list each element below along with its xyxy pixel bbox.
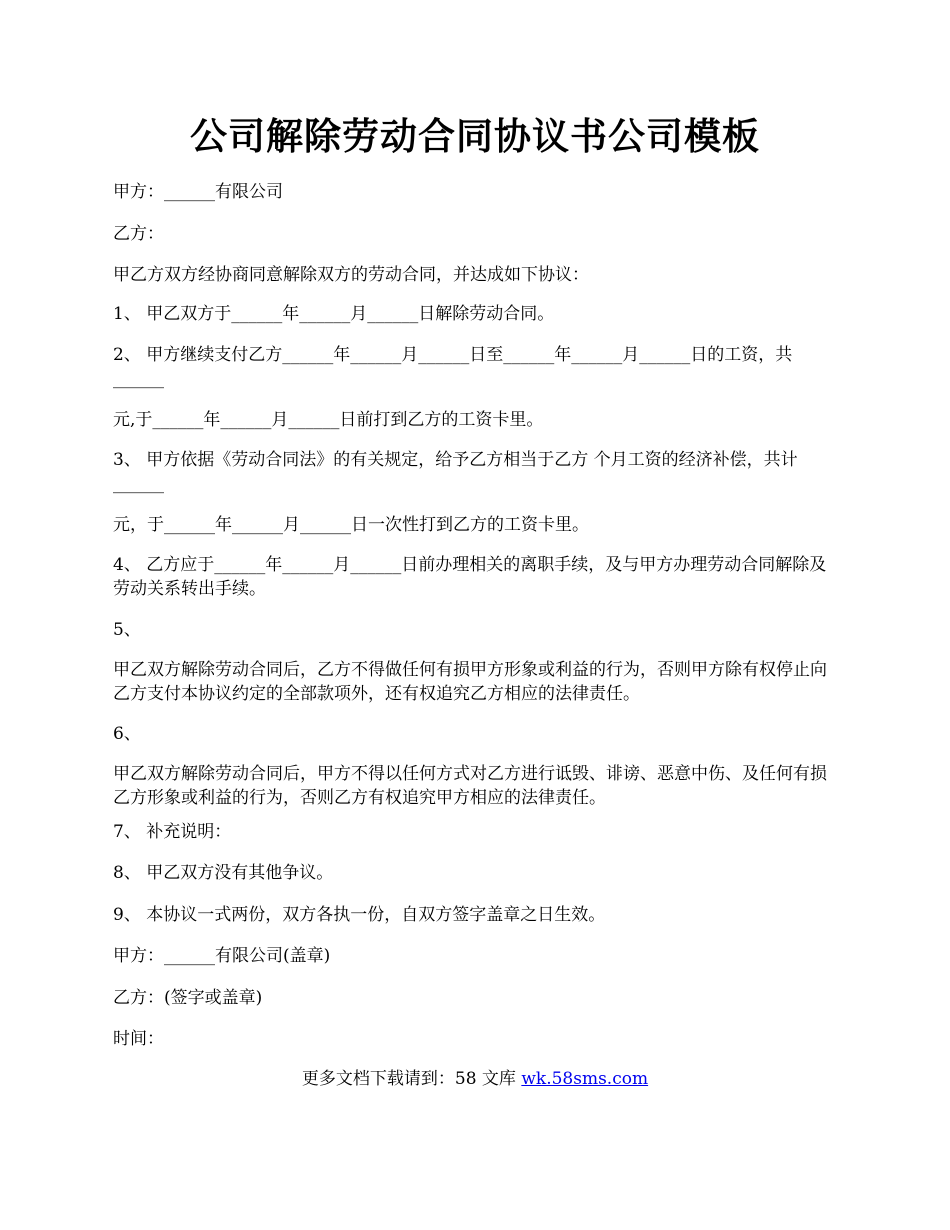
clause-7: 7、 补充说明：: [113, 822, 232, 842]
clause-4: 4、 乙方应于______年______月______日前办理相关的离职手续，及与甲方办理劳动合同解除及劳动关系转出手续。: [113, 555, 827, 599]
clause-6-text: 甲乙双方解除劳动合同后，甲方不得以任何方式对乙方进行诋毁、诽谤、恶意中伤、及任何有损乙方形象或利益的行为，否则乙方有权追究甲方相应的法律责任。: [113, 764, 827, 808]
clause-2-continued: 元,于______年______月______日前打到乙方的工资卡里。: [113, 410, 544, 430]
intro-paragraph: 甲乙方双方经协商同意解除双方的劳动合同，并达成如下协议：: [113, 265, 589, 285]
clause-2: 2、 甲方继续支付乙方______年______月______日至______年______月______日的工资，共______: [113, 345, 793, 389]
clause-3-continued: 元，于______年______月______日一次性打到乙方的工资卡里。: [113, 515, 589, 535]
footer-prefix: 更多文档下载请到：58 文库: [301, 1069, 522, 1089]
clause-8: 8、 甲乙双方没有其他争议。: [113, 863, 334, 883]
clause-5-number: 5、: [113, 620, 141, 640]
footer-link[interactable]: wk.58sms.com: [521, 1069, 649, 1089]
party-b-signature: 乙方：(签字或盖章): [113, 988, 263, 1008]
party-b-line: 乙方：: [113, 224, 164, 244]
party-a-signature: 甲方：______有限公司(盖章): [113, 946, 331, 966]
clause-3: 3、 甲方依据《劳动合同法》的有关规定，给予乙方相当于乙方 个月工资的经济补偿，共计______: [113, 450, 798, 494]
party-a-line: 甲方：______有限公司: [113, 182, 283, 202]
clause-6-number: 6、: [113, 724, 141, 744]
clause-1: 1、 甲乙双方于______年______月______日解除劳动合同。: [113, 304, 555, 324]
clause-9: 9、 本协议一式两份，双方各执一份，自双方签字盖章之日生效。: [113, 905, 606, 925]
clause-5-text: 甲乙双方解除劳动合同后，乙方不得做任何有损甲方形象或利益的行为，否则甲方除有权停止向乙方支付本协议约定的全部款项外，还有权追究乙方相应的法律责任。: [113, 660, 827, 704]
document-title: 公司解除劳动合同协议书公司模板: [190, 114, 760, 158]
date-line: 时间：: [113, 1029, 164, 1049]
footer: [0, 1067, 950, 1091]
